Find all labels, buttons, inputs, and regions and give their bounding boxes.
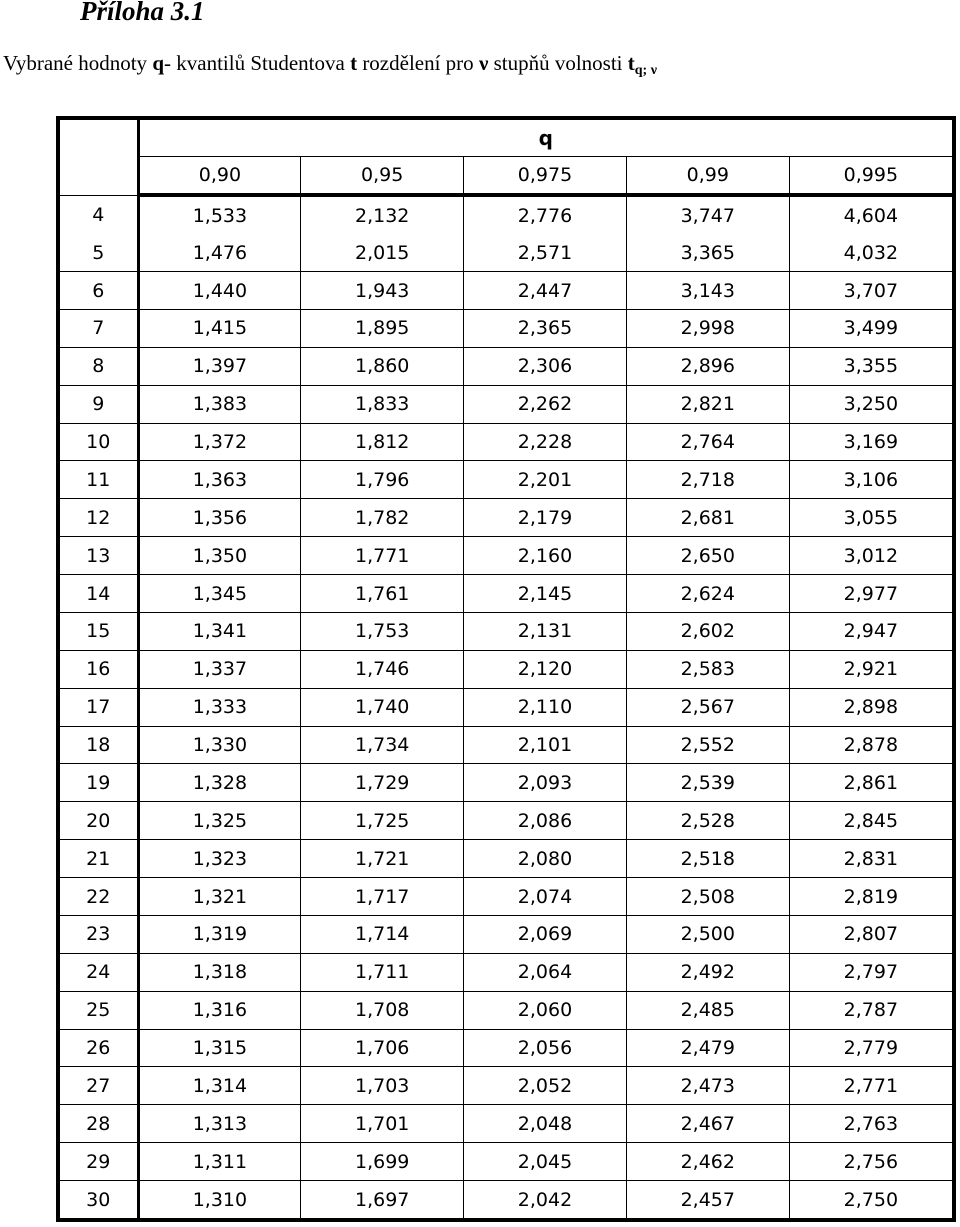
table-row — [60, 461, 952, 499]
quantile-value-cell: 1,771 — [301, 537, 464, 575]
table-row — [60, 309, 952, 347]
quantile-value-cell: 1,697 — [301, 1181, 464, 1218]
quantile-value-cell: 1,383 — [138, 385, 301, 423]
q-group-header: q — [138, 120, 952, 157]
quantile-value-cell: 3,106 — [789, 461, 952, 499]
quantile-value-cell: 2,228 — [464, 423, 627, 461]
quantile-value-cell: 1,314 — [138, 1067, 301, 1105]
quantile-value-cell: 3,012 — [789, 537, 952, 575]
quantile-value-cell: 2,492 — [626, 953, 789, 991]
quantile-value-cell: 1,325 — [138, 802, 301, 840]
level-header: 0,90 — [138, 157, 301, 196]
level-header: 0,95 — [301, 157, 464, 196]
quantile-value-cell: 2,539 — [626, 764, 789, 802]
quantile-value-cell: 2,861 — [789, 764, 952, 802]
degrees-of-freedom-cell: 6 — [60, 272, 138, 310]
quantile-value-cell: 2,681 — [626, 499, 789, 537]
degrees-of-freedom-cell: 23 — [60, 915, 138, 953]
quantile-value-cell: 2,602 — [626, 612, 789, 650]
quantile-value-cell: 2,485 — [626, 991, 789, 1029]
quantile-value-cell: 1,753 — [301, 612, 464, 650]
degrees-of-freedom-cell: 13 — [60, 537, 138, 575]
quantile-value-cell: 2,042 — [464, 1181, 627, 1218]
table-row — [60, 423, 952, 461]
quantile-value-cell: 1,415 — [138, 309, 301, 347]
quantile-value-cell: 1,717 — [301, 878, 464, 916]
quantile-table-frame — [56, 116, 956, 1222]
degrees-of-freedom-cell: 5 — [60, 235, 138, 272]
quantile-value-cell: 2,306 — [464, 347, 627, 385]
caption-t-symbol-2: t — [627, 51, 635, 75]
quantile-value-cell: 2,750 — [843, 1188, 899, 1211]
table-row — [60, 385, 952, 423]
quantile-value-cell: 3,169 — [789, 423, 952, 461]
quantile-value-cell: 2,787 — [789, 991, 952, 1029]
quantile-value-cell: 1,703 — [301, 1067, 464, 1105]
quantile-value-cell: 2,878 — [789, 726, 952, 764]
table-row — [60, 1181, 952, 1218]
quantile-value-cell: 2,160 — [464, 537, 627, 575]
quantile-value-cell: 2,771 — [789, 1067, 952, 1105]
degrees-of-freedom-cell: 12 — [60, 499, 138, 537]
degrees-of-freedom-cell: 25 — [60, 991, 138, 1029]
quantile-value-cell: 3,143 — [626, 272, 789, 310]
quantile-value-cell: 2,045 — [464, 1143, 627, 1181]
quantile-value-cell: 1,330 — [138, 726, 301, 764]
table-row — [60, 272, 952, 310]
quantile-value-cell: 1,761 — [301, 575, 464, 613]
quantile-value-cell: 2,365 — [464, 309, 627, 347]
quantile-value-cell: 1,714 — [301, 915, 464, 953]
caption-subscript: q; ν — [634, 63, 657, 78]
quantile-value-cell: 2,528 — [626, 802, 789, 840]
degrees-of-freedom-cell: 15 — [60, 612, 138, 650]
quantile-value-cell: 2,831 — [789, 840, 952, 878]
table-body — [60, 195, 952, 1218]
quantile-value-cell: 2,101 — [464, 726, 627, 764]
quantile-value-cell: 1,323 — [138, 840, 301, 878]
quantile-value-cell: 1,337 — [138, 650, 301, 688]
degrees-of-freedom-cell: 18 — [60, 726, 138, 764]
quantile-value-cell: 3,250 — [789, 385, 952, 423]
quantile-value-cell: 3,499 — [789, 309, 952, 347]
quantile-value-cell: 1,440 — [138, 272, 301, 310]
caption-q-symbol: q — [152, 51, 164, 75]
degrees-of-freedom-cell: 20 — [60, 802, 138, 840]
table-row — [60, 575, 952, 613]
quantile-value-cell: 2,069 — [464, 915, 627, 953]
table-row — [60, 1029, 952, 1067]
quantile-value-cell: 3,365 — [626, 235, 789, 272]
quantile-value-cell: 2,977 — [789, 575, 952, 613]
quantile-value-cell: 2,179 — [464, 499, 627, 537]
caption-text-before: Vybrané hodnoty — [3, 51, 153, 75]
degrees-of-freedom-cell: 16 — [60, 650, 138, 688]
table-row — [60, 650, 952, 688]
table-row — [60, 953, 952, 991]
quantile-value-cell: 1,725 — [301, 802, 464, 840]
quantile-value-cell: 2,467 — [626, 1105, 789, 1143]
degrees-of-freedom-cell: 7 — [60, 309, 138, 347]
quantile-value-cell: 1,706 — [301, 1029, 464, 1067]
quantile-value-cell: 1,321 — [138, 878, 301, 916]
quantile-value-cell: 2,821 — [626, 385, 789, 423]
quantile-value-cell: 2,896 — [626, 347, 789, 385]
quantile-value-cell: 1,895 — [301, 309, 464, 347]
level-header: 0,99 — [626, 157, 789, 196]
levels-header-row — [60, 157, 952, 196]
quantile-value-cell: 2,131 — [464, 612, 627, 650]
table-row — [60, 347, 952, 385]
degrees-of-freedom-cell: 28 — [60, 1105, 138, 1143]
quantile-value-cell: 4,032 — [789, 235, 952, 272]
quantile-value-cell: 1,699 — [301, 1143, 464, 1181]
quantile-value-cell: 3,707 — [789, 272, 952, 310]
quantile-value-cell: 1,372 — [138, 423, 301, 461]
table-row — [60, 537, 952, 575]
quantile-value-cell: 2,457 — [626, 1181, 789, 1218]
degrees-of-freedom-cell: 11 — [60, 461, 138, 499]
quantile-value-cell: 2,571 — [464, 235, 627, 272]
quantile-value-cell: 1,711 — [301, 953, 464, 991]
group-header-row — [60, 120, 952, 157]
quantile-value-cell: 1,316 — [138, 991, 301, 1029]
quantile-value-cell: 2,797 — [789, 953, 952, 991]
quantile-value-cell: 1,796 — [301, 461, 464, 499]
quantile-value-cell: 2,052 — [464, 1067, 627, 1105]
quantile-value-cell: 1,943 — [301, 272, 464, 310]
corner-cell — [60, 120, 138, 195]
quantile-value-cell: 2,567 — [626, 688, 789, 726]
quantile-value-cell: 2,479 — [626, 1029, 789, 1067]
quantile-table — [60, 120, 952, 1218]
caption-text-end: stupňů volnosti — [488, 51, 628, 75]
quantile-value-cell: 1,356 — [138, 499, 301, 537]
degrees-of-freedom-cell: 24 — [60, 953, 138, 991]
quantile-value-cell: 2,947 — [789, 612, 952, 650]
table-row — [60, 915, 952, 953]
quantile-value-cell: 2,120 — [464, 650, 627, 688]
quantile-value-cell: 1,397 — [138, 347, 301, 385]
quantile-value-cell: 1,833 — [301, 385, 464, 423]
degrees-of-freedom-cell: 21 — [60, 840, 138, 878]
quantile-value-cell: 2,756 — [789, 1143, 952, 1181]
quantile-value-cell: 2,518 — [626, 840, 789, 878]
caption-text-middle: - kvantilů Studentova — [164, 51, 351, 75]
quantile-value-cell: 2,132 — [301, 195, 464, 235]
quantile-value-cell: 2,779 — [789, 1029, 952, 1067]
quantile-value-cell: 1,708 — [301, 991, 464, 1029]
degrees-of-freedom-cell: 27 — [60, 1067, 138, 1105]
quantile-value-cell: 2,898 — [789, 688, 952, 726]
degrees-of-freedom-cell: 17 — [60, 688, 138, 726]
quantile-value-cell: 1,740 — [301, 688, 464, 726]
quantile-value-cell: 1,734 — [301, 726, 464, 764]
quantile-value-cell: 1,315 — [138, 1029, 301, 1067]
quantile-value-cell: 1,782 — [301, 499, 464, 537]
quantile-value-cell: 2,552 — [626, 726, 789, 764]
quantile-value-cell: 2,764 — [626, 423, 789, 461]
quantile-value-cell: 1,350 — [138, 537, 301, 575]
quantile-value-cell: 2,060 — [464, 991, 627, 1029]
quantile-value-cell: 2,776 — [464, 195, 627, 235]
table-row — [60, 235, 952, 272]
quantile-value-cell: 2,201 — [464, 461, 627, 499]
quantile-value-cell: 2,718 — [626, 461, 789, 499]
quantile-value-cell: 3,747 — [626, 195, 789, 235]
table-row — [60, 499, 952, 537]
table-row — [60, 195, 952, 235]
degrees-of-freedom-cell: 29 — [60, 1143, 138, 1181]
quantile-value-cell: 2,086 — [464, 802, 627, 840]
degrees-of-freedom-cell: 10 — [60, 423, 138, 461]
quantile-value-cell: 1,310 — [138, 1181, 301, 1218]
degrees-of-freedom-cell: 4 — [60, 195, 138, 235]
level-header: 0,995 — [789, 157, 952, 196]
table-row — [60, 1143, 952, 1181]
quantile-value-cell: 3,055 — [789, 499, 952, 537]
quantile-value-cell: 2,650 — [626, 537, 789, 575]
quantile-value-cell: 1,328 — [138, 764, 301, 802]
degrees-of-freedom-cell: 8 — [60, 347, 138, 385]
quantile-value-cell: 1,476 — [138, 235, 301, 272]
quantile-value-cell: 1,333 — [138, 688, 301, 726]
quantile-value-cell: 2,110 — [464, 688, 627, 726]
quantile-value-cell: 4,604 — [843, 204, 899, 227]
quantile-value-cell: 1,533 — [138, 195, 301, 235]
quantile-value-cell: 1,318 — [138, 953, 301, 991]
quantile-value-cell: 2,819 — [789, 878, 952, 916]
level-header: 0,975 — [464, 157, 627, 196]
quantile-value-cell: 2,583 — [626, 650, 789, 688]
quantile-value-cell: 1,860 — [301, 347, 464, 385]
degrees-of-freedom-cell: 30 — [60, 1181, 138, 1218]
quantile-value-cell: 1,701 — [301, 1105, 464, 1143]
quantile-value-cell: 2,080 — [464, 840, 627, 878]
quantile-value-cell: 1,721 — [301, 840, 464, 878]
quantile-value-cell: 2,763 — [789, 1105, 952, 1143]
quantile-value-cell: 2,064 — [464, 953, 627, 991]
quantile-value-cell: 1,345 — [138, 575, 301, 613]
quantile-value-cell: 2,447 — [464, 272, 627, 310]
table-row — [60, 1067, 952, 1105]
caption-nu-symbol: ν — [478, 51, 489, 75]
degrees-of-freedom-cell: 26 — [60, 1029, 138, 1067]
quantile-value-cell: 2,807 — [789, 915, 952, 953]
quantile-value-cell: 2,015 — [301, 235, 464, 272]
degrees-of-freedom-cell: 22 — [60, 878, 138, 916]
quantile-value-cell: 1,319 — [138, 915, 301, 953]
quantile-value-cell: 1,341 — [138, 612, 301, 650]
quantile-value-cell: 2,056 — [464, 1029, 627, 1067]
quantile-value-cell: 1,311 — [138, 1143, 301, 1181]
table-row — [60, 764, 952, 802]
caption-t-symbol: t — [350, 51, 358, 75]
degrees-of-freedom-cell: 9 — [60, 385, 138, 423]
table-row — [60, 612, 952, 650]
quantile-value-cell: 2,074 — [464, 878, 627, 916]
quantile-value-cell: 2,998 — [626, 309, 789, 347]
quantile-value-cell: 2,145 — [464, 575, 627, 613]
quantile-value-cell: 1,812 — [301, 423, 464, 461]
quantile-value-cell: 2,262 — [464, 385, 627, 423]
quantile-value-cell: 2,048 — [464, 1105, 627, 1143]
table-row — [60, 878, 952, 916]
quantile-value-cell: 1,746 — [301, 650, 464, 688]
table-caption — [3, 49, 657, 85]
table-row — [60, 1105, 952, 1143]
caption-text-after: rozdělení pro — [357, 51, 479, 75]
degrees-of-freedom-cell: 14 — [60, 575, 138, 613]
quantile-value-cell: 2,508 — [626, 878, 789, 916]
quantile-value-cell: 1,313 — [138, 1105, 301, 1143]
quantile-value-cell: 3,355 — [789, 347, 952, 385]
table-row — [60, 688, 952, 726]
quantile-value-cell: 2,921 — [789, 650, 952, 688]
quantile-value-cell: 2,093 — [464, 764, 627, 802]
quantile-value-cell: 2,624 — [626, 575, 789, 613]
quantile-value-cell: 1,363 — [138, 461, 301, 499]
table-row — [60, 726, 952, 764]
quantile-value-cell: 2,845 — [789, 802, 952, 840]
table-row — [60, 991, 952, 1029]
table-row — [60, 802, 952, 840]
table-row — [60, 840, 952, 878]
degrees-of-freedom-cell: 19 — [60, 764, 138, 802]
quantile-value-cell: 2,473 — [626, 1067, 789, 1105]
quantile-value-cell: 2,462 — [626, 1143, 789, 1181]
quantile-value-cell: 2,500 — [626, 915, 789, 953]
quantile-value-cell: 1,729 — [301, 764, 464, 802]
page-heading: Příloha 3.1 — [80, 0, 205, 26]
